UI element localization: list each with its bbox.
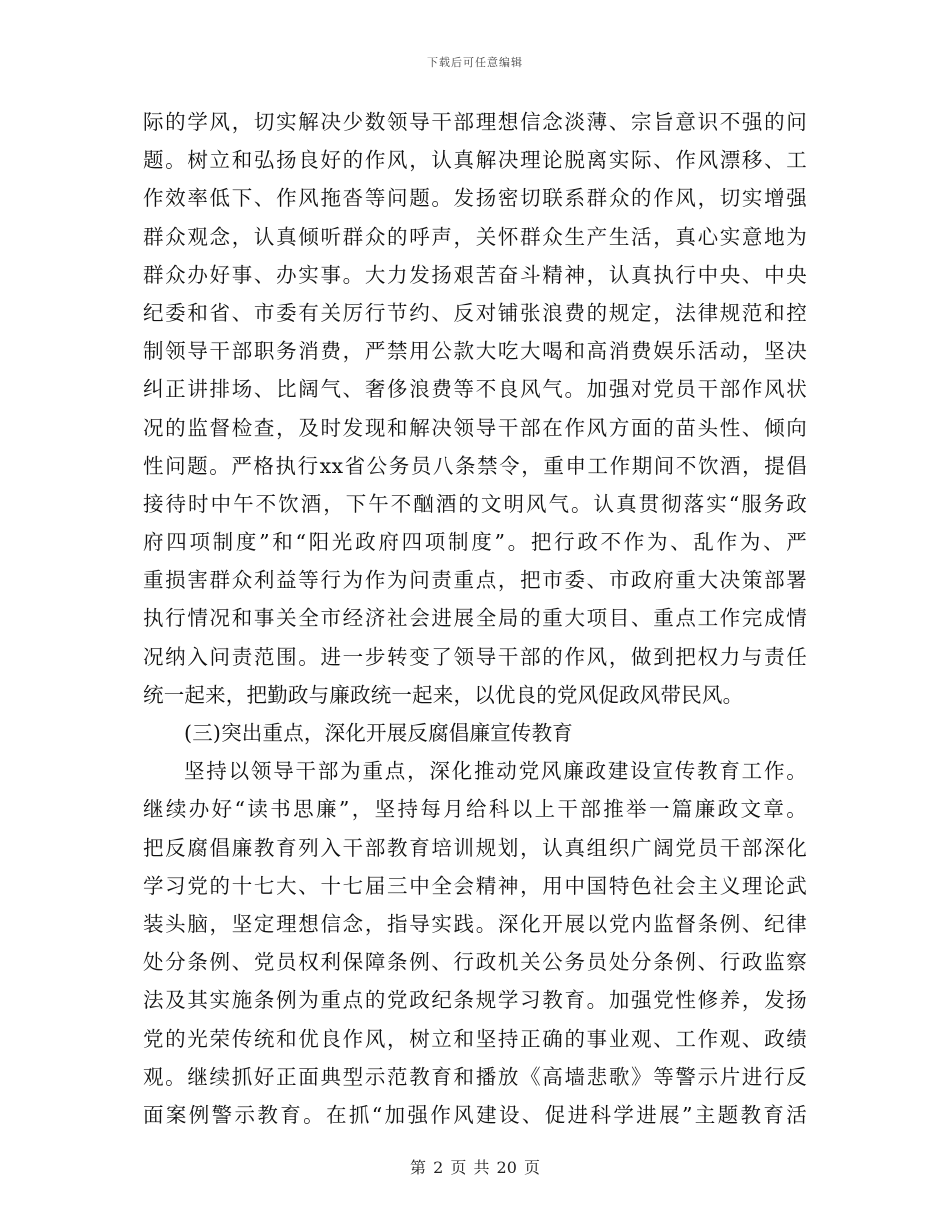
page-number: 第 2 页 共 20 页 [410,1158,540,1177]
text-line: 制领导干部职务消费，严禁用公款大吃大喝和高消费娱乐活动，坚决 [143,339,807,364]
text-line: 重损害群众利益等行为作为问责重点，把市委、市政府重大决策部署 [143,568,807,593]
paragraph [143,103,807,714]
text-line: 题。树立和弘扬良好的作风，认真解决理论脱离实际、作风漂移、工 [143,148,807,173]
text-line: 纠正讲排场、比阔气、奢侈浪费等不良风气。加强对党员干部作风状 [143,377,807,402]
text-line: 党的光荣传统和优良作风，树立和坚持正确的事业观、工作观、政绩 [143,1026,807,1051]
text-line: 群众观念，认真倾听群众的呼声，关怀群众生产生活，真心实意地为 [143,224,807,249]
text-line: 学习党的十七大、十七届三中全会精神，用中国特色社会主义理论武 [143,873,807,898]
text-line: 性问题。严格执行xx省公务员八条禁令，重申工作期间不饮酒，提倡 [143,453,807,478]
text-line: 作效率低下、作风拖沓等问题。发扬密切联系群众的作风，切实增强 [143,186,807,211]
text-line: 况的监督检查，及时发现和解决领导干部在作风方面的苗头性、倾向 [143,415,807,440]
text-line: 执行情况和事关全市经济社会进展全局的重大项目、重点工作完成情 [143,606,807,631]
text-line: 继续办好“读书思廉”，坚持每月给科以上干部推举一篇廉政文章。 [143,797,807,822]
text-line: 纪委和省、市委有关厉行节约、反对铺张浪费的规定，法律规范和控 [143,300,807,325]
text-line: 群众办好事、办实事。大力发扬艰苦奋斗精神，认真执行中央、中央 [143,262,807,287]
text-line: 接待时中午不饮酒，下午不酗酒的文明风气。认真贯彻落实“服务政 [143,491,807,516]
text-line: 观。继续抓好正面典型示范教育和播放《高墙悲歌》等警示片进行反 [143,1064,807,1089]
text-line: 法及其实施条例为重点的党政纪条规学习教育。加强党性修养，发扬 [143,988,807,1013]
text-line: 处分条例、党员权利保障条例、行政机关公务员处分条例、行政监察 [143,950,807,975]
text-line: 际的学风，切实解决少数领导干部理想信念淡薄、宗旨意识不强的问 [143,110,807,134]
section-heading: (三)突出重点，深化开展反腐倡廉宣传教育 [184,721,573,745]
text-line: 况纳入问责范围。进一步转变了领导干部的作风，做到把权力与责任 [143,644,807,669]
page-header: 下载后可任意编辑 [427,56,523,69]
text-line: 统一起来，把勤政与廉政统一起来，以优良的党风促政风带民风。 [143,682,744,707]
text-line: 府四项制度”和“阳光政府四项制度”。把行政不作为、乱作为、严 [143,530,807,555]
document-body [143,103,807,1134]
text-line: 坚持以领导干部为重点，深化推动党风廉政建设宣传教育工作。 [184,759,807,784]
paragraph [143,752,807,1134]
text-line: 面案例警示教育。在抓“加强作风建设、促进科学进展”主题教育活 [143,1102,807,1127]
text-line: 把反腐倡廉教育列入干部教育培训规划，认真组织广阔党员干部深化 [143,835,807,860]
text-line: 装头脑，坚定理想信念，指导实践。深化开展以党内监督条例、纪律 [143,911,807,936]
